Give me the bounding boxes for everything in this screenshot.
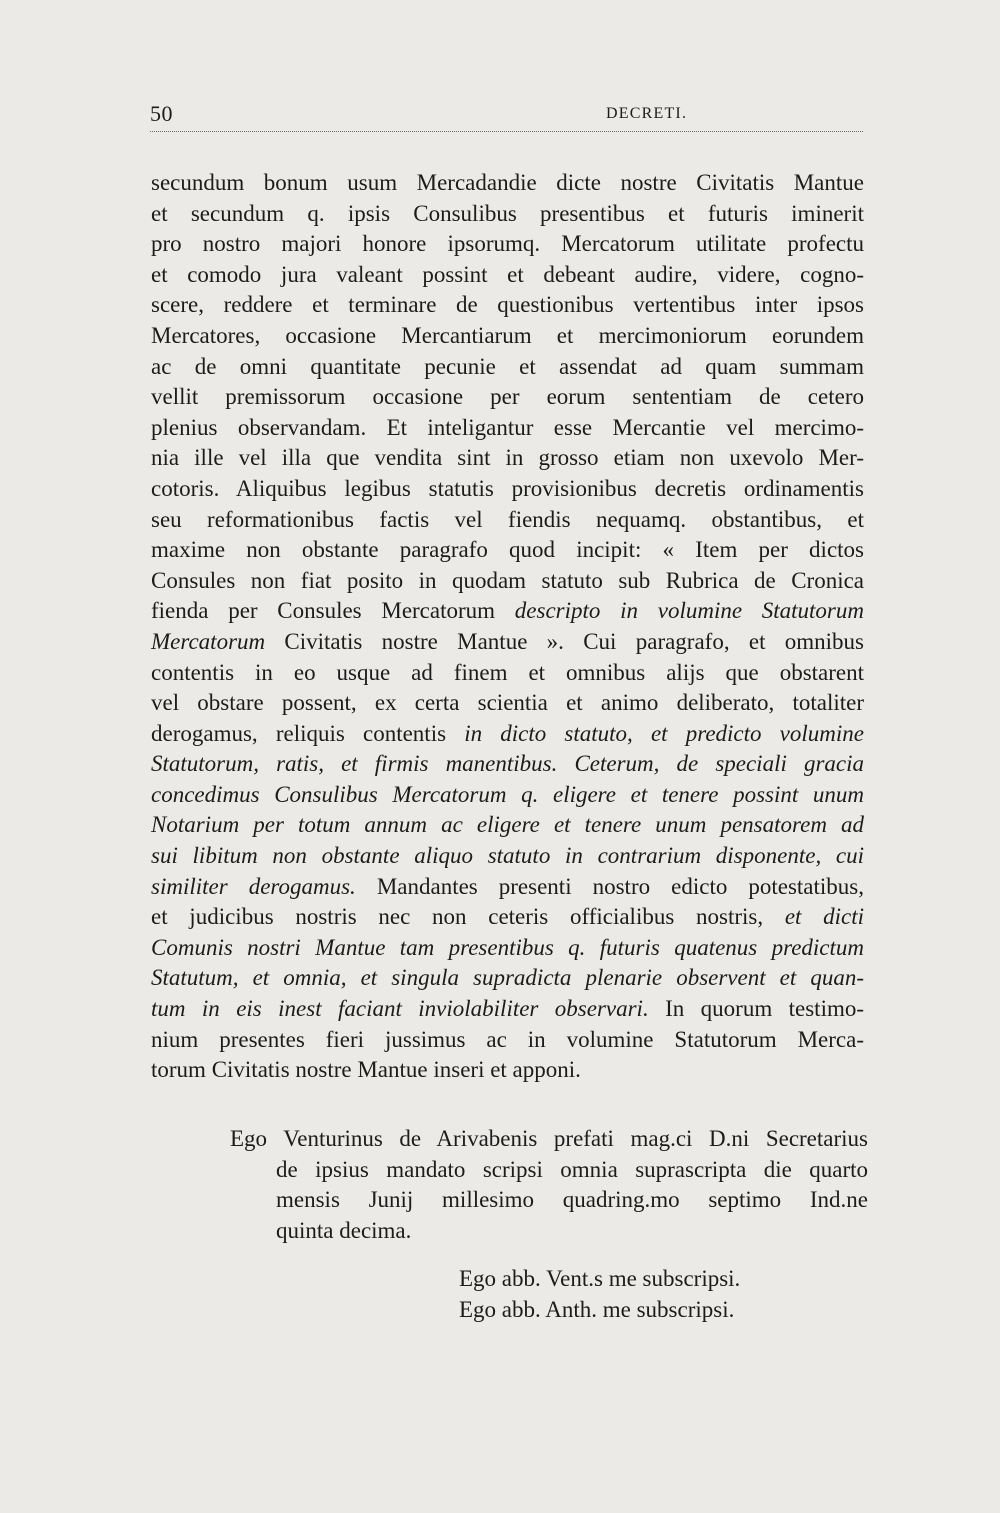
text-segment: derogamus, reliquis contentis [151,720,465,746]
italic-segment: Comunis nostri Mantue tam presentibus q. futuris quatenus predictum [151,934,864,960]
text-line [151,535,864,566]
text-line [151,596,864,627]
text-segment: vellit premissorum occasione per eorum sententiam de cetero [151,384,864,410]
text-segment: In quorum testimo- [648,996,865,1022]
italic-segment: concedimus Consulibus Mercatorum q. eligere et tenere possint unum [151,781,864,807]
text-segment: Mercatores, occasione Mercantiarum et mercimoniorum eorundem [151,322,864,348]
text-line [151,1025,864,1056]
text-line [151,199,864,230]
italic-segment: Statutorum, ratis, et firmis manentibus. Ceterum, de speciali gracia [151,751,864,777]
text-segment: scere, reddere et terminare de questionibus vertentibus inter ipsos [151,292,864,318]
text-segment: Mandantes presenti nostro edicto potestatibus, [355,873,864,899]
text-line [151,719,864,750]
text-line [151,352,864,383]
text-line [151,321,864,352]
text-segment: secundum bonum usum Mercadandie dicte nostre Civitatis Mantue [151,170,864,195]
text-line [151,994,864,1025]
text-line [151,443,864,474]
text-line [151,872,864,903]
text-segment: ac de omni quantitate pecunie et assendat ad quam summam [151,353,864,379]
signature-line: mensis Junij millesimo quadring.mo septimo Ind.ne [276,1187,868,1213]
italic-segment: similiter derogamus. [151,873,356,899]
text-line [151,168,864,199]
text-segment: contentis in eo usque ad finem et omnibus alijs que obstarent [151,659,864,685]
text-segment: plenius observandam. Et inteligantur esse Mercantie vel mercimo- [151,414,864,440]
body-text [151,168,864,1086]
subscriptions [459,1264,799,1325]
text-segment: vel obstare possent, ex certa scientia et animo deliberato, totaliter [151,690,864,716]
italic-segment: sui libitum non obstante aliquo statuto in contrarium disponente, cui [151,843,864,869]
page-number: 50 [150,101,173,126]
text-segment: nium presentes fieri jussimus ac in volumine Statutorum Merca- [151,1026,864,1052]
text-line [151,658,864,689]
italic-segment: descripto in volumine Statutorum [514,598,864,624]
running-head [150,101,864,129]
text-line [151,688,864,719]
text-line [151,780,864,811]
signature-line: Ego Venturinus de Arivabenis prefati mag.ci D.ni Secretarius [230,1126,868,1151]
text-segment: Civitatis nostre Mantue ». Cui paragrafo, et omnibus [265,628,864,654]
signature-block [230,1124,870,1246]
text-line [151,627,864,658]
text-segment: seu reformationibus factis vel fiendis nequamq. obstantibus, et [151,506,864,532]
text-line [151,749,864,780]
text-line [151,382,864,413]
text-line [151,413,864,444]
italic-segment: Notarium per totum annum ac eligere et tenere unum pensatorem ad [151,812,864,838]
text-segment: et secundum q. ipsis Consulibus presentibus et futuris iminerit [151,200,864,226]
text-line [151,902,864,933]
text-segment: cotoris. Aliquibus legibus statutis provisionibus decretis ordinamentis [151,475,864,501]
text-line [151,566,864,597]
text-line [151,474,864,505]
subscription-line: Ego abb. Anth. me subscripsi. [459,1296,735,1322]
text-line [151,963,864,994]
italic-segment: et dicti [784,904,865,930]
text-line [151,841,864,872]
italic-segment: Mercatorum [151,628,266,654]
running-title: DECRETI. [606,105,688,122]
text-segment: maxime non obstante paragrafo quod incipit: « Item per dictos [151,537,864,563]
italic-segment: in dicto statuto, et predicto volumine [464,720,864,746]
text-segment: Consules non fiat posito in quodam statuto sub Rubrica de Cronica [151,567,864,593]
italic-segment: Statutum, et omnia, et singula supradicta plenarie observent et quan- [151,965,864,991]
text-line [151,229,864,260]
text-line [151,1055,864,1086]
text-segment: pro nostro majori honore ipsorumq. Mercatorum utilitate profectu [151,231,864,257]
italic-segment: tum in eis inest faciant inviolabiliter observari. [151,996,649,1022]
text-line [151,260,864,291]
text-line [151,505,864,536]
header-rule [150,131,863,132]
text-segment: et comodo jura valeant possint et debeant audire, videre, cogno- [151,261,864,287]
subscription-line: Ego abb. Vent.s me subscripsi. [459,1266,741,1291]
text-segment: fienda per Consules Mercatorum [151,598,515,624]
text-line [151,290,864,321]
signature-line: quinta decima. [276,1217,412,1243]
text-segment: et judicibus nostris nec non ceteris officialibus nostris, [151,904,785,930]
text-line [151,933,864,964]
text-segment: torum Civitatis nostre Mantue inseri et apponi. [151,1057,581,1083]
text-segment: nia ille vel illa que vendita sint in grosso etiam non uxevolo Mer- [151,445,864,471]
text-line [151,810,864,841]
signature-line: de ipsius mandato scripsi omnia suprascripta die quarto [276,1156,868,1182]
